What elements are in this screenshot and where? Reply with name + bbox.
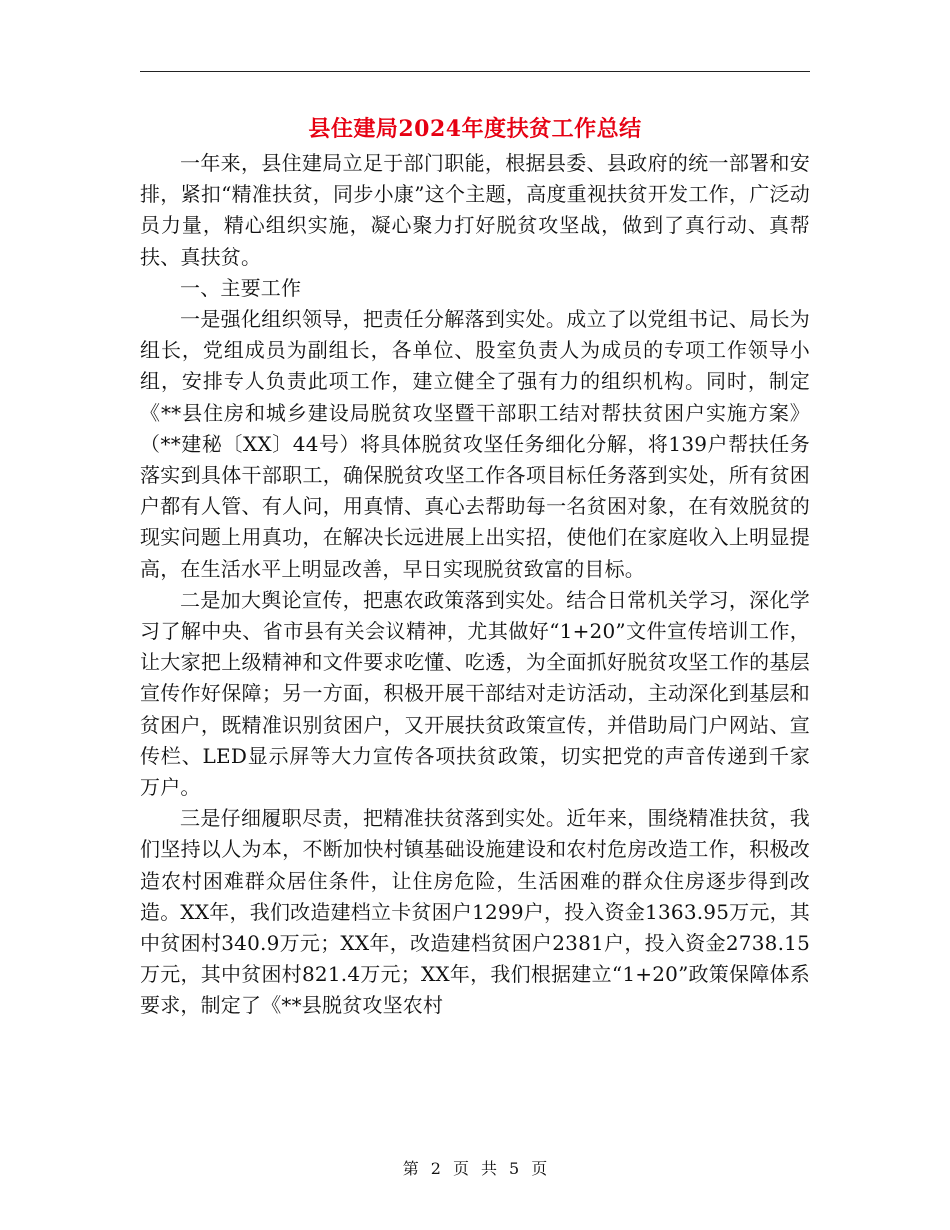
section-heading-main-work: 一、主要工作 — [180, 275, 302, 300]
footer-prefix: 第 — [402, 1159, 419, 1178]
footer-total-word: 共 — [481, 1159, 498, 1178]
paragraph-duties: 三是仔细履职尽责，把精准扶贫落到实处。近年来，围绕精准扶贫，我们坚持以人为本，不断加快村镇基础设施建设和农村危房改造工作，积极改造农村困难群众居住条件，让住房危险，生活困难的群众住房逐步得到改造。XX年，我们改造建档立卡贫困户1299户，投入资金1363.95万元，其中贫困村340.9万元；XX年，改造建档贫困户2381户，投入资金2738.15万元，其中贫困村821.4万元；XX年，我们根据建立“1+20”政策保障体系要求，制定了《**县脱贫攻坚农村 — [140, 806, 810, 1018]
document-title: 县住建局2024年度扶贫工作总结 — [308, 116, 642, 142]
footer-suffix: 页 — [531, 1159, 548, 1178]
paragraph-organization: 一是强化组织领导，把责任分解落到实处。成立了以党组书记、局长为组长，党组成员为副组长，各单位、股室负责人为成员的专项工作领导小组，安排专人负责此项工作，建立健全了强有力的组织机构。同时，制定《**县住房和城乡建设局脱贫攻坚暨干部职工结对帮扶贫困户实施方案》（**建秘〔XX〕44号）将具体脱贫攻坚任务细化分解，将139户帮扶任务落实到具体干部职工，确保脱贫攻坚工作各项目标任务落到实处，所有贫困户都有人管、有人问，用真情、真心去帮助每一名贫困对象，在有效脱贫的现实问题上用真功，在解决长远进展上出实招，使他们在家庭收入上明显提高，在生活水平上明显改善，早日实现脱贫致富的目标。 — [140, 307, 810, 581]
page-footer — [140, 1156, 810, 1179]
paragraph-publicity: 二是加大舆论宣传，把惠农政策落到实处。结合日常机关学习，深化学习了解中央、省市县有关会议精神，尤其做好“1+20”文件宣传培训工作，让大家把上级精神和文件要求吃懂、吃透，为全面抓好脱贫攻坚工作的基层宣传作好保障；另一方面，积极开展干部结对走访活动，主动深化到基层和贫困户，既精准识别贫困户，又开展扶贫政策宣传，并借助局门户网站、宣传栏、LED显示屏等大力宣传各项扶贫政策，切实把党的声音传递到千家万户。 — [140, 587, 810, 800]
footer-page-word: 页 — [452, 1159, 469, 1178]
footer-page-number: 2 — [430, 1159, 441, 1178]
document-body — [140, 148, 810, 1022]
paragraph-intro: 一年来，县住建局立足于部门职能，根据县委、县政府的统一部署和安排，紧扣“精准扶贫，同步小康”这个主题，高度重视扶贫开发工作，广泛动员力量，精心组织实施，凝心聚力打好脱贫攻坚战，做到了真行动、真帮扶、真扶贫。 — [140, 151, 810, 269]
footer-total-pages: 5 — [509, 1159, 520, 1178]
header-rule — [140, 71, 810, 72]
